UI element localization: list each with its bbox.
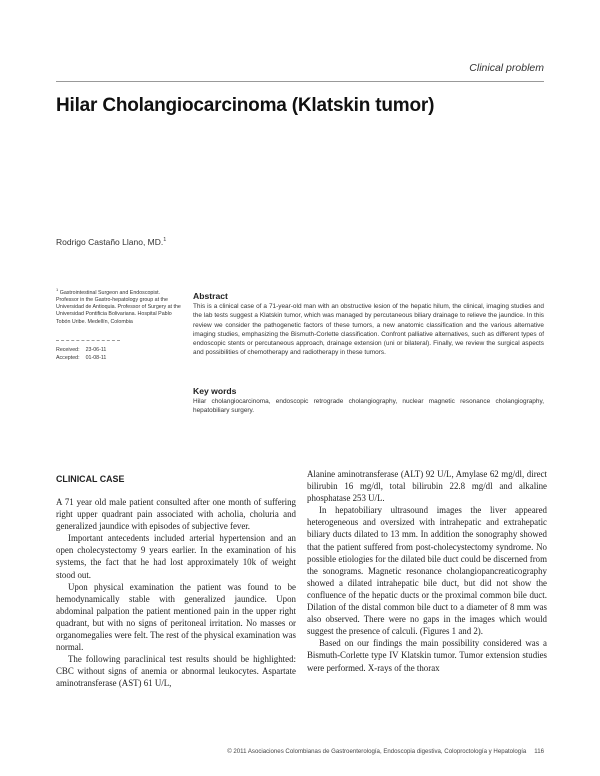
clinical-case-heading: CLINICAL CASE: [56, 474, 125, 484]
accepted-row: [56, 354, 112, 362]
article-title: Hilar Cholangiocarcinoma (Klatskin tumor): [56, 95, 435, 116]
affiliation-text: Gastrointestinal Surgeon and Endoscopist. Professor in the Gastro-hepatology group at the Universidad de Antioquia. Professor of Surgery at the Universidad Pontificia Bolivariana. Hospital Pablo Tobón Uribe. Medellín, Colombia: [56, 289, 181, 325]
received-label: Received:: [56, 347, 80, 353]
body-paragraph: In hepatobiliary ultrasound images the liver appeared heterogeneous and oversized with intrahepatic and extrahepatic biliary ducts dilated to 13 mm. In addition the sonography showed that the patient suffered from post-cholecystectomy syndrome. No possible etiologies for the dilated bile duct could be discerned from the sonograms. Magnetic resonance cholangiopancreaticography showed a dilated intrahepatic bile duct, but did not show the confluence of the hepatic ducts or the proximal common bile duct. Dilation of the distal common bile duct to a diameter of 8 mm was also observed. There were no gaps in the images which would suggest the presence of calculi. (Figures 1 and 2).: [307, 505, 547, 637]
author-line: [56, 237, 166, 247]
body-paragraph: Alanine aminotransferase (ALT) 92 U/L, Amylase 62 mg/dl, direct bilirubin 16 mg/dl, total bilirubin 22.8 mg/dl and alkaline phosphatase 253 U/L.: [307, 469, 547, 504]
body-paragraph: Important antecedents included arterial hypertension and an open cholecystectomy 9 years earlier. In the examination of his systems, the fact that he had lost approximately 10k of weight stood out.: [56, 533, 296, 580]
keywords-heading: Key words: [193, 386, 237, 396]
received-date: 23-06-11: [85, 347, 107, 353]
received-row: [56, 346, 112, 354]
page-footer: [227, 748, 544, 755]
page-number: 116: [534, 748, 544, 755]
accepted-label: Accepted:: [56, 355, 80, 362]
body-paragraph: Upon physical examination the patient was found to be hemodynamically stable with generalized jaundice. Upon abdominal palpation the patient mentioned pain in the upper right quadrant, but with no signs of peritoneal irritation. No masses or organomegalies were felt. The rest of the physical examination was normal.: [56, 581, 296, 653]
body-paragraph: A 71 year old male patient consulted after one month of suffering right upper quadrant pain associated with acholia, choluria and generalized jaundice with episodes of subjective fever.: [56, 497, 296, 532]
affiliation-superscript: 1: [56, 287, 59, 292]
author-superscript: 1: [163, 237, 167, 244]
abstract-text: This is a clinical case of a 71-year-old man with an obstructive lesion of the hepatic hilum, the clinical, imaging studies and the lab tests suggest a Klatskin tumor, which was managed by percutaneous biliary drainage to relieve the jaundice. In this review we consider the pathogenetic factors of these tumors, a new anatomic classification and the various alternative imaging studies, emphasizing the Bismuth-Corlette classification. Confront palliative alternatives, such as different types of endoscopic stents or percutaneous approach, drainage extension (uni or bilateral). Finally, we review the surgical aspects and possibilities of chemotherapy and radiotherapy in these tumors.: [193, 303, 544, 357]
affiliation-divider: [56, 340, 120, 341]
copyright-text: © 2011 Asociaciones Colombianas de Gastroenterología, Endoscopia digestiva, Coloproctología y Hepatología: [227, 748, 527, 755]
body-column-right: [307, 468, 547, 674]
body-column-left: [56, 496, 296, 690]
header-divider: [56, 81, 544, 82]
section-label: Clinical problem: [469, 62, 544, 74]
author-name: Rodrigo Castaño Llano, MD.: [56, 237, 164, 247]
keywords-text: Hilar cholangiocarcinoma, endoscopic retrograde cholangiography, nuclear magnetic resonance cholangiography, hepatobiliary surgery.: [193, 398, 544, 415]
author-affiliation: [56, 286, 183, 326]
body-paragraph: The following paraclinical test results should be highlighted: CBC without signs of anemia or abnormal leukocytes. Aspartate aminotransferase (AST) 61 U/L,: [56, 654, 296, 689]
body-paragraph: Based on our findings the main possibility considered was a Bismuth-Corlette type IV Klatskin tumor. Tumor extension studies were performed. X-rays of the thorax: [307, 638, 547, 673]
accepted-date: 01-08-11: [85, 355, 107, 362]
abstract-heading: Abstract: [193, 291, 228, 301]
article-dates: [56, 346, 112, 362]
